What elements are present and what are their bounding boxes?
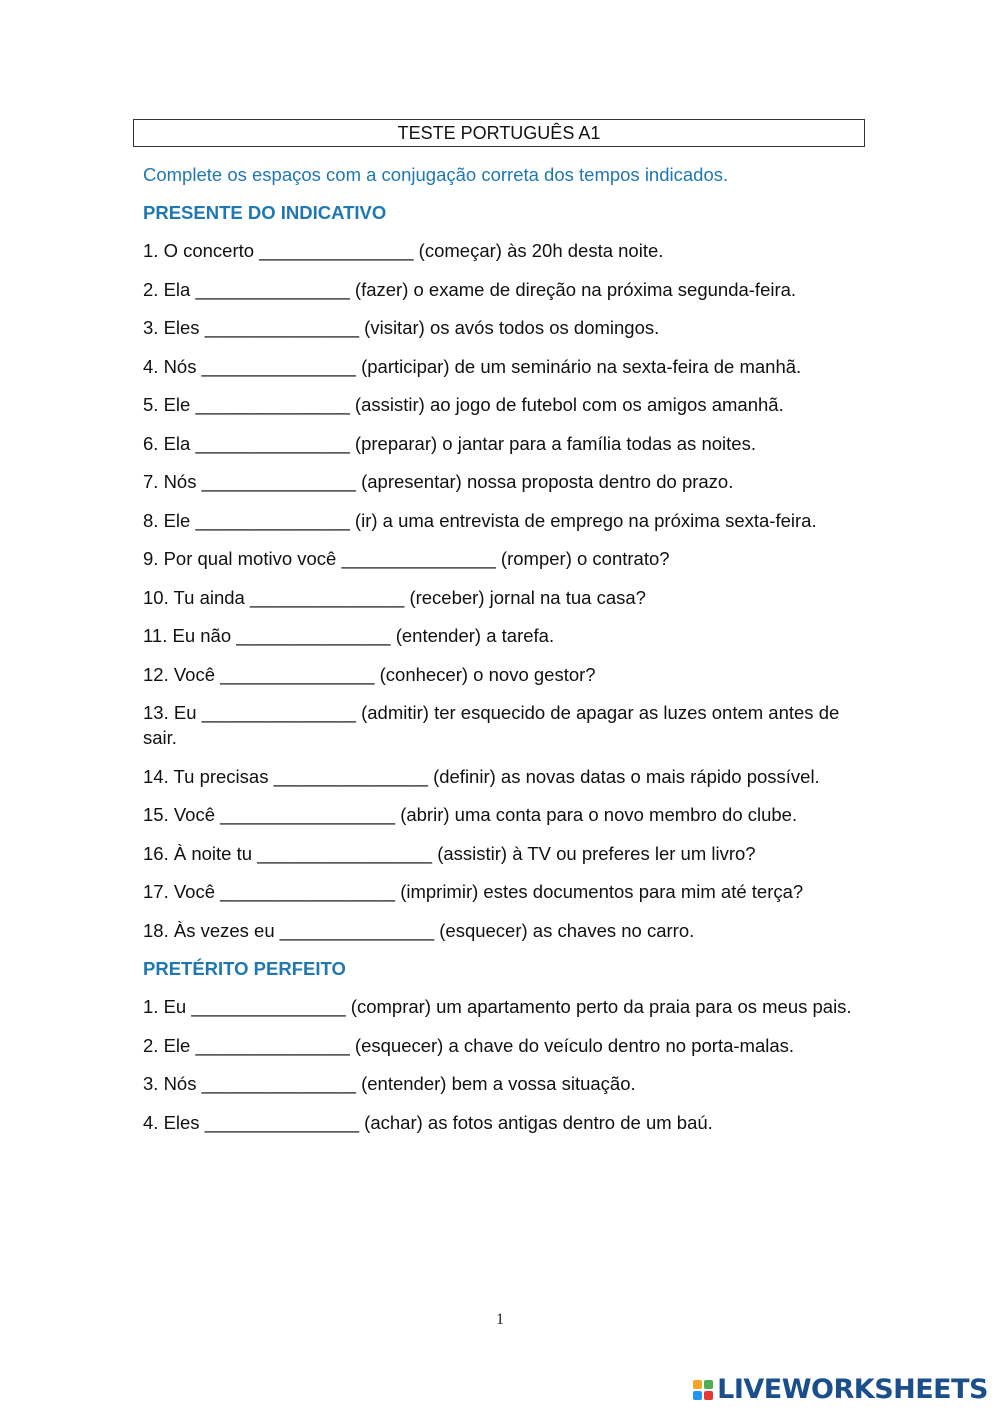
exercise-item: 4. Nós _______________ (participar) de um seminário na sexta-feira de manhã. bbox=[143, 355, 802, 377]
exercise-item: 15. Você _________________ (abrir) uma conta para o novo membro do clube. bbox=[143, 804, 798, 825]
exercise-item: 3. Eles _______________ (visitar) os avós todos os domingos. bbox=[143, 317, 660, 338]
exercise-item: 5. Ele _______________ (assistir) ao jogo de futebol com os amigos amanhã. bbox=[143, 394, 784, 415]
exercise-item: 6. Ela _______________ (preparar) o jantar para a família todas as noites. bbox=[143, 432, 756, 454]
worksheet-title: TESTE PORTUGUÊS A1 bbox=[133, 119, 865, 147]
exercise-item: 9. Por qual motivo você _______________ (romper) o contrato? bbox=[143, 548, 670, 569]
liveworksheets-logo-icon bbox=[693, 1380, 713, 1400]
page-number: 1 bbox=[496, 1311, 504, 1328]
exercise-item: 10. Tu ainda _______________ (receber) jornal na tua casa? bbox=[143, 586, 646, 608]
exercise-item: 11. Eu não _______________ (entender) a tarefa. bbox=[143, 625, 555, 646]
instruction-text: Complete os espaços com a conjugação correta dos tempos indicados. bbox=[143, 164, 729, 185]
exercise-item: 1. O concerto _______________ (começar) às 20h desta noite. bbox=[143, 240, 664, 261]
exercise-item: 2. Ele _______________ (esquecer) a chave do veículo dentro no porta-malas. bbox=[143, 1034, 795, 1056]
exercise-item: 3. Nós _______________ (entender) bem a vossa situação. bbox=[143, 1073, 636, 1094]
exercise-item: 1. Eu _______________ (comprar) um apartamento perto da praia para os meus pais. bbox=[143, 996, 852, 1017]
section-heading: PRETÉRITO PERFEITO bbox=[143, 958, 346, 979]
exercise-item: 13. Eu _______________ (admitir) ter esquecido de apagar as luzes ontem antes de sair. bbox=[143, 702, 840, 748]
section-preterito bbox=[143, 956, 868, 1135]
exercise-item: 8. Ele _______________ (ir) a uma entrevista de emprego na próxima sexta-feira. bbox=[143, 509, 817, 531]
exercise-item: 4. Eles _______________ (achar) as fotos antigas dentro de um baú. bbox=[143, 1111, 713, 1133]
exercise-item: 18. Às vezes eu _______________ (esquecer) as chaves no carro. bbox=[143, 919, 695, 941]
brand-text: LIVEWORKSHEETS bbox=[717, 1374, 988, 1405]
liveworksheets-brand[interactable] bbox=[693, 1373, 988, 1407]
worksheet-content bbox=[143, 162, 868, 1148]
exercise-item: 16. À noite tu _________________ (assistir) à TV ou preferes ler um livro? bbox=[143, 842, 756, 864]
section-presente bbox=[143, 200, 868, 943]
section-heading: PRESENTE DO INDICATIVO bbox=[143, 202, 387, 223]
exercise-item: 7. Nós _______________ (apresentar) nossa proposta dentro do prazo. bbox=[143, 471, 734, 492]
exercise-item: 2. Ela _______________ (fazer) o exame de direção na próxima segunda-feira. bbox=[143, 278, 797, 300]
exercise-item: 14. Tu precisas _______________ (definir) as novas datas o mais rápido possível. bbox=[143, 765, 820, 787]
exercise-item: 17. Você _________________ (imprimir) estes documentos para mim até terça? bbox=[143, 881, 804, 902]
exercise-item: 12. Você _______________ (conhecer) o novo gestor? bbox=[143, 663, 596, 685]
